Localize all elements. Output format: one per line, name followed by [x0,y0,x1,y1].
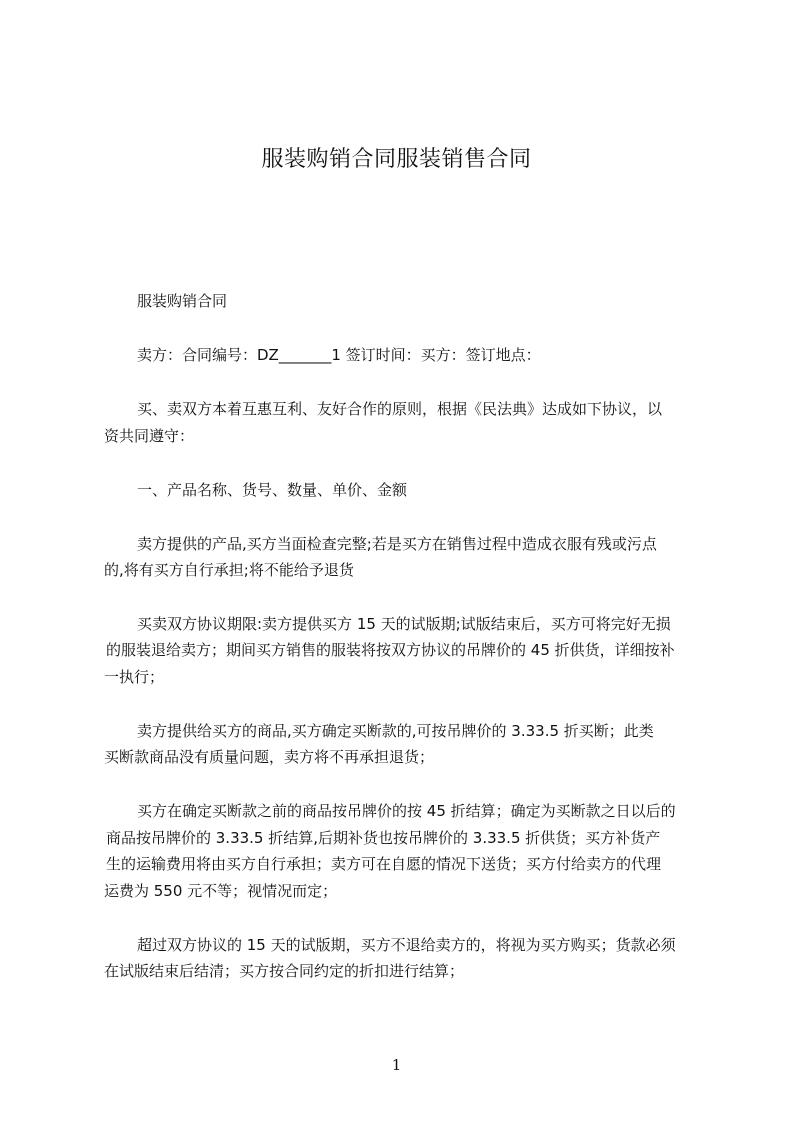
section-heading-line: 一、产品名称、货号、数量、单价、金额 [137,481,408,499]
paragraph-line: 买断款商品没有质量问题，卖方将不再承担退货； [104,748,435,766]
paragraph-line: 买、卖双方本着互惠互利、友好合作的原则，根据《民法典》达成如下协议，以 [137,400,663,418]
paragraph-line: 超过双方协议的 15 天的试版期，买方不退给卖方的，将视为买方购买；货款必须 [137,936,676,954]
paragraph-line: 的,将有买方自行承担;将不能给予退货 [104,561,354,579]
paragraph-line: 在试版结束后结清；买方按合同约定的折扣进行结算； [104,962,465,980]
paragraph-line: 一执行； [104,668,165,686]
page-number: 1 [391,1056,402,1074]
paragraph-line: 的服装退给卖方；期间买方销售的服装将按双方协议的吊牌价的 45 折供货，详细按补 [106,641,675,659]
document-title: 服装购销合同服装销售合同 [261,147,532,172]
paragraph-line: 运费为 550 元不等；视情况而定； [104,882,338,900]
paragraph-line: 商品按吊牌价的 3.33.5 折结算,后期补货也按吊牌价的 3.33.5 折供货；买方补货产 [106,829,661,847]
paragraph-line: 买卖双方协议期限:卖方提供买方 15 天的试版期;试版结束后，买方可将完好无损 [137,615,671,633]
paragraph-line: 生的运输费用将由买方自行承担；卖方可在自愿的情况下送货；买方付给卖方的代理 [106,855,662,873]
paragraph-line: 买方在确定买断款之前的商品按吊牌价的按 45 折结算；确定为买断款之日以后的 [137,802,676,820]
paragraph-line: 资共同遵守： [104,427,195,445]
contract-parties-line: 卖方：合同编号：DZ_______1 签订时间：买方：签订地点： [137,346,541,364]
paragraph-heading-line: 服装购销合同 [137,292,228,310]
paragraph-line: 卖方提供给买方的商品,买方确定买断款的,可按吊牌价的 3.33.5 折买断；此类 [137,722,654,740]
paragraph-line: 卖方提供的产品,买方当面检查完整;若是买方在销售过程中造成衣服有残或污点 [137,535,657,553]
